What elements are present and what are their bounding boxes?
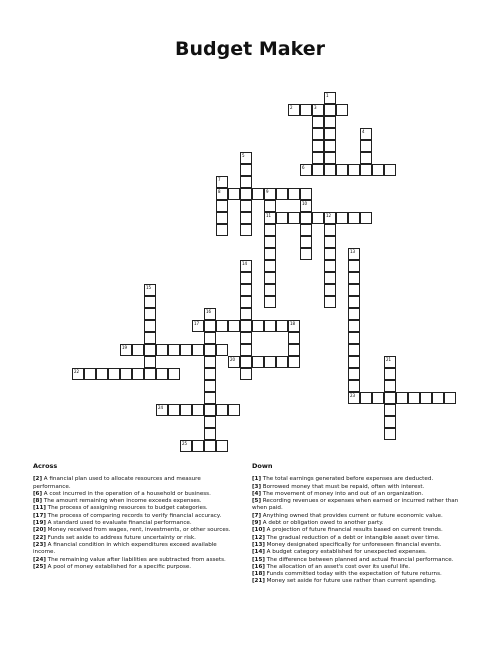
cell-number: 12: [326, 212, 332, 218]
clue-across-0: [33, 476, 233, 491]
clue-across-9: [33, 557, 233, 564]
cell-number: 5: [242, 152, 245, 158]
clue-across-8: [33, 542, 233, 557]
grid-cell[interactable]: [336, 164, 348, 176]
grid-cell[interactable]: [420, 392, 432, 404]
grid-cell[interactable]: [168, 404, 180, 416]
clue-down-7: [252, 535, 462, 542]
grid-cell[interactable]: [144, 308, 156, 320]
clue-number: [18]: [252, 571, 265, 578]
clue-number: [11]: [33, 505, 46, 512]
grid-cell[interactable]: [348, 164, 360, 176]
grid-cell[interactable]: [276, 212, 288, 224]
clue-text: A cost incurred in the operation of a household or business.: [42, 490, 211, 497]
clue-text: Anything owned that provides current or future economic value.: [261, 512, 443, 519]
clue-down-0: [252, 476, 462, 483]
grid-cell[interactable]: [324, 284, 336, 296]
grid-cell[interactable]: [300, 104, 312, 116]
grid-cell[interactable]: [360, 140, 372, 152]
clue-text: A pool of money established for a specific purpose.: [45, 563, 192, 570]
grid-cell[interactable]: [156, 368, 168, 380]
grid-cell[interactable]: [300, 236, 312, 248]
grid-cell[interactable]: [264, 284, 276, 296]
clue-text: The difference between planned and actual financial performance.: [264, 556, 454, 563]
grid-cell[interactable]: [408, 392, 420, 404]
clue-down-13: [252, 578, 462, 585]
clue-across-3: [33, 505, 233, 512]
grid-cell[interactable]: [288, 212, 300, 224]
grid-cell[interactable]: [180, 440, 192, 452]
grid-cell[interactable]: [84, 368, 96, 380]
grid-cell[interactable]: [264, 188, 276, 200]
grid-cell[interactable]: [132, 368, 144, 380]
grid-cell[interactable]: [288, 188, 300, 200]
grid-cell[interactable]: [444, 392, 456, 404]
clue-text: The total earnings generated before expenses are deducted.: [261, 476, 434, 483]
grid-cell[interactable]: [204, 416, 216, 428]
clue-across-1: [33, 491, 233, 498]
clue-down-9: [252, 549, 462, 556]
clue-text: A debt or obligation owed to another party.: [261, 520, 384, 527]
grid-cell[interactable]: [216, 176, 228, 188]
grid-cell[interactable]: [216, 224, 228, 236]
cell-number: 13: [350, 248, 356, 254]
grid-cell[interactable]: [324, 128, 336, 140]
grid-cell[interactable]: [324, 248, 336, 260]
grid-cell[interactable]: [144, 284, 156, 296]
grid-cell[interactable]: [384, 392, 396, 404]
grid-cell[interactable]: [324, 152, 336, 164]
grid-cell[interactable]: [240, 272, 252, 284]
clue-number: [3]: [252, 483, 262, 490]
puzzle-title: Budget Maker: [175, 38, 325, 60]
clue-number: [17]: [33, 512, 46, 519]
grid-cell[interactable]: [348, 356, 360, 368]
grid-cell[interactable]: [204, 308, 216, 320]
grid-cell[interactable]: [240, 320, 252, 332]
grid-cell[interactable]: [180, 344, 192, 356]
clue-text: A projection of future financial results based on current trends.: [264, 527, 443, 534]
grid-cell[interactable]: [216, 404, 228, 416]
cell-number: 6: [302, 164, 305, 170]
grid-cell[interactable]: [324, 224, 336, 236]
across-clue-list: [33, 476, 233, 571]
grid-cell[interactable]: [192, 440, 204, 452]
grid-cell[interactable]: [324, 236, 336, 248]
grid-cell[interactable]: [204, 392, 216, 404]
grid-cell[interactable]: [384, 368, 396, 380]
grid-cell[interactable]: [228, 356, 240, 368]
grid-cell[interactable]: [348, 212, 360, 224]
grid-cell[interactable]: [192, 320, 204, 332]
grid-cell[interactable]: [264, 248, 276, 260]
grid-cell[interactable]: [300, 224, 312, 236]
grid-cell[interactable]: [348, 380, 360, 392]
clue-text: A financial plan used to allocate resources and measure performance.: [33, 476, 201, 490]
grid-cell[interactable]: [240, 200, 252, 212]
grid-cell[interactable]: [324, 296, 336, 308]
grid-cell[interactable]: [288, 332, 300, 344]
grid-cell[interactable]: [384, 404, 396, 416]
grid-cell[interactable]: [384, 164, 396, 176]
grid-cell[interactable]: [168, 368, 180, 380]
grid-cell[interactable]: [204, 356, 216, 368]
grid-cell[interactable]: [276, 356, 288, 368]
grid-cell[interactable]: [240, 176, 252, 188]
clue-text: Recording revenues or expenses when earned or incurred rather than when paid.: [252, 498, 459, 512]
grid-cell[interactable]: [348, 308, 360, 320]
cell-number: 20: [230, 356, 236, 362]
clue-number: [8]: [33, 498, 43, 505]
clue-down-4: [252, 513, 462, 520]
grid-cell[interactable]: [240, 188, 252, 200]
grid-cell[interactable]: [204, 332, 216, 344]
grid-cell[interactable]: [324, 212, 336, 224]
grid-cell[interactable]: [240, 224, 252, 236]
grid-cell[interactable]: [432, 392, 444, 404]
cell-number: 17: [194, 320, 200, 326]
clue-text: Money designated specifically for unforeseen financial events.: [264, 541, 442, 548]
grid-cell[interactable]: [120, 368, 132, 380]
clue-down-2: [252, 491, 462, 498]
clue-text: Funds committed today with the expectation of future returns.: [264, 571, 442, 578]
grid-cell[interactable]: [144, 296, 156, 308]
grid-cell[interactable]: [300, 212, 312, 224]
grid-cell[interactable]: [192, 404, 204, 416]
grid-cell[interactable]: [72, 368, 84, 380]
clue-number: [10]: [252, 527, 265, 534]
grid-cell[interactable]: [324, 92, 336, 104]
grid-cell[interactable]: [240, 344, 252, 356]
clue-number: [24]: [33, 556, 46, 563]
cell-number: 1: [326, 92, 329, 98]
grid-cell[interactable]: [300, 164, 312, 176]
grid-cell[interactable]: [348, 368, 360, 380]
cell-number: 25: [182, 440, 188, 446]
clue-down-3: [252, 498, 462, 513]
cell-number: 10: [302, 200, 308, 206]
grid-cell[interactable]: [120, 344, 132, 356]
grid-cell[interactable]: [264, 272, 276, 284]
clue-text: Money set aside for future use rather than current spending.: [264, 578, 437, 585]
grid-cell[interactable]: [240, 284, 252, 296]
clue-number: [6]: [33, 490, 43, 497]
clue-number: [16]: [252, 563, 265, 570]
clue-across-6: [33, 527, 233, 534]
clue-text: The process of assigning resources to budget categories.: [45, 505, 208, 512]
across-heading: Across: [33, 462, 58, 470]
grid-cell[interactable]: [348, 344, 360, 356]
clue-number: [5]: [252, 498, 262, 505]
grid-cell[interactable]: [300, 248, 312, 260]
grid-cell[interactable]: [312, 128, 324, 140]
clue-text: The gradual reduction of a debt or intangible asset over time.: [264, 534, 440, 541]
grid-cell[interactable]: [348, 248, 360, 260]
clue-down-11: [252, 564, 462, 571]
cell-number: 24: [158, 404, 164, 410]
grid-cell[interactable]: [240, 356, 252, 368]
grid-cell[interactable]: [396, 392, 408, 404]
grid-cell[interactable]: [372, 392, 384, 404]
clue-down-6: [252, 527, 462, 534]
grid-cell[interactable]: [240, 212, 252, 224]
cell-number: 9: [266, 188, 269, 194]
clue-text: Funds set aside to address future uncertainty or risk.: [45, 534, 196, 541]
clue-number: [12]: [252, 534, 265, 541]
cell-number: 3: [314, 104, 317, 110]
clue-number: [20]: [33, 527, 46, 534]
clue-text: The remaining value after liabilities are subtracted from assets.: [45, 556, 226, 563]
grid-cell[interactable]: [144, 356, 156, 368]
grid-cell[interactable]: [216, 344, 228, 356]
grid-cell[interactable]: [204, 368, 216, 380]
clue-number: [2]: [33, 476, 43, 483]
clue-down-5: [252, 520, 462, 527]
grid-cell[interactable]: [276, 320, 288, 332]
grid-cell[interactable]: [204, 380, 216, 392]
grid-cell[interactable]: [240, 152, 252, 164]
grid-cell[interactable]: [240, 260, 252, 272]
clue-number: [7]: [252, 512, 262, 519]
grid-cell[interactable]: [156, 344, 168, 356]
grid-cell[interactable]: [216, 440, 228, 452]
cell-number: 23: [350, 392, 356, 398]
cell-number: 21: [386, 356, 392, 362]
grid-cell[interactable]: [192, 344, 204, 356]
grid-cell[interactable]: [312, 164, 324, 176]
grid-cell[interactable]: [348, 272, 360, 284]
grid-cell[interactable]: [264, 296, 276, 308]
grid-cell[interactable]: [204, 320, 216, 332]
grid-cell[interactable]: [324, 116, 336, 128]
clue-number: [21]: [252, 578, 265, 585]
grid-cell[interactable]: [252, 188, 264, 200]
grid-cell[interactable]: [324, 260, 336, 272]
clue-number: [23]: [33, 541, 46, 548]
clue-number: [13]: [252, 541, 265, 548]
grid-cell[interactable]: [336, 104, 348, 116]
grid-cell[interactable]: [288, 356, 300, 368]
clue-text: The movement of money into and out of an organization.: [261, 490, 424, 497]
grid-cell[interactable]: [264, 200, 276, 212]
cell-number: 8: [218, 188, 221, 194]
cell-number: 15: [146, 284, 152, 290]
grid-cell[interactable]: [264, 212, 276, 224]
clue-number: [14]: [252, 549, 265, 556]
grid-cell[interactable]: [252, 356, 264, 368]
cell-number: 14: [242, 260, 248, 266]
cell-number: 16: [206, 308, 212, 314]
grid-cell[interactable]: [264, 224, 276, 236]
grid-cell[interactable]: [228, 404, 240, 416]
clue-number: [19]: [33, 520, 46, 527]
grid-cell[interactable]: [324, 140, 336, 152]
grid-cell[interactable]: [168, 344, 180, 356]
grid-cell[interactable]: [312, 140, 324, 152]
grid-cell[interactable]: [240, 164, 252, 176]
grid-cell[interactable]: [216, 200, 228, 212]
clue-across-10: [33, 564, 233, 571]
grid-cell[interactable]: [312, 116, 324, 128]
clue-down-12: [252, 571, 462, 578]
clue-text: A budget category established for unexpected expenses.: [264, 549, 427, 556]
grid-cell[interactable]: [384, 416, 396, 428]
grid-cell[interactable]: [360, 212, 372, 224]
grid-cell[interactable]: [144, 368, 156, 380]
grid-cell[interactable]: [288, 104, 300, 116]
down-clue-list: [252, 476, 462, 585]
clue-number: [22]: [33, 534, 46, 541]
clue-across-5: [33, 520, 233, 527]
grid-cell[interactable]: [360, 128, 372, 140]
cell-number: 4: [362, 128, 365, 134]
clue-text: Money received from wages, rent, investments, or other sources.: [45, 527, 231, 534]
clue-text: The process of comparing records to verify financial accuracy.: [45, 512, 222, 519]
cell-number: 22: [74, 368, 80, 374]
grid-cell[interactable]: [348, 332, 360, 344]
grid-cell[interactable]: [132, 344, 144, 356]
grid-cell[interactable]: [144, 344, 156, 356]
across-clues: [33, 463, 233, 571]
grid-cell[interactable]: [348, 260, 360, 272]
clue-down-10: [252, 557, 462, 564]
clue-across-4: [33, 513, 233, 520]
grid-cell[interactable]: [348, 284, 360, 296]
grid-cell[interactable]: [228, 188, 240, 200]
cell-number: 18: [290, 320, 296, 326]
grid-cell[interactable]: [240, 296, 252, 308]
grid-cell[interactable]: [324, 272, 336, 284]
cell-number: 2: [290, 104, 293, 110]
grid-cell[interactable]: [108, 368, 120, 380]
clue-number: [15]: [252, 556, 265, 563]
clue-number: [1]: [252, 476, 262, 483]
grid-cell[interactable]: [264, 320, 276, 332]
clue-across-7: [33, 535, 233, 542]
grid-cell[interactable]: [216, 188, 228, 200]
grid-cell[interactable]: [324, 104, 336, 116]
grid-cell[interactable]: [180, 404, 192, 416]
grid-cell[interactable]: [336, 212, 348, 224]
grid-cell[interactable]: [312, 212, 324, 224]
grid-cell[interactable]: [96, 368, 108, 380]
cell-number: 7: [218, 176, 221, 182]
grid-cell[interactable]: [276, 188, 288, 200]
grid-cell[interactable]: [360, 152, 372, 164]
clue-down-1: [252, 484, 462, 491]
grid-cell[interactable]: [348, 320, 360, 332]
grid-cell[interactable]: [312, 152, 324, 164]
grid-cell[interactable]: [288, 344, 300, 356]
clue-number: [25]: [33, 563, 46, 570]
grid-cell[interactable]: [288, 320, 300, 332]
grid-cell[interactable]: [348, 296, 360, 308]
cell-number: 11: [266, 212, 272, 218]
grid-cell[interactable]: [204, 404, 216, 416]
grid-cell[interactable]: [384, 428, 396, 440]
grid-cell[interactable]: [240, 368, 252, 380]
down-clues: [252, 463, 462, 586]
clue-text: Borrowed money that must be repaid, often with interest.: [261, 483, 425, 490]
grid-cell[interactable]: [240, 332, 252, 344]
grid-cell[interactable]: [228, 320, 240, 332]
grid-cell[interactable]: [204, 428, 216, 440]
clue-text: The amount remaining when income exceeds expenses.: [42, 498, 202, 505]
cell-number: 19: [122, 344, 128, 350]
down-heading: Down: [252, 462, 273, 470]
clue-across-2: [33, 498, 233, 505]
clue-down-8: [252, 542, 462, 549]
grid-cell[interactable]: [348, 392, 360, 404]
grid-cell[interactable]: [240, 308, 252, 320]
grid-cell[interactable]: [384, 356, 396, 368]
grid-cell[interactable]: [216, 320, 228, 332]
grid-cell[interactable]: [264, 260, 276, 272]
clue-number: [9]: [252, 520, 262, 527]
grid-cell[interactable]: [144, 332, 156, 344]
grid-cell[interactable]: [324, 164, 336, 176]
grid-cell[interactable]: [264, 236, 276, 248]
clue-text: A financial condition in which expenditures exceed available income.: [33, 541, 217, 556]
clue-text: The allocation of an asset's cost over its useful life.: [264, 563, 410, 570]
grid-cell[interactable]: [264, 356, 276, 368]
grid-cell[interactable]: [156, 404, 168, 416]
grid-cell[interactable]: [360, 164, 372, 176]
grid-cell[interactable]: [216, 212, 228, 224]
grid-cell[interactable]: [204, 344, 216, 356]
clue-number: [4]: [252, 490, 262, 497]
clue-text: A standard used to evaluate financial performance.: [45, 520, 192, 527]
grid-cell[interactable]: [372, 164, 384, 176]
grid-cell[interactable]: [360, 392, 372, 404]
grid-cell[interactable]: [300, 200, 312, 212]
grid-cell[interactable]: [300, 188, 312, 200]
grid-cell[interactable]: [204, 440, 216, 452]
grid-cell[interactable]: [144, 320, 156, 332]
grid-cell[interactable]: [312, 104, 324, 116]
grid-cell[interactable]: [384, 380, 396, 392]
grid-cell[interactable]: [252, 320, 264, 332]
